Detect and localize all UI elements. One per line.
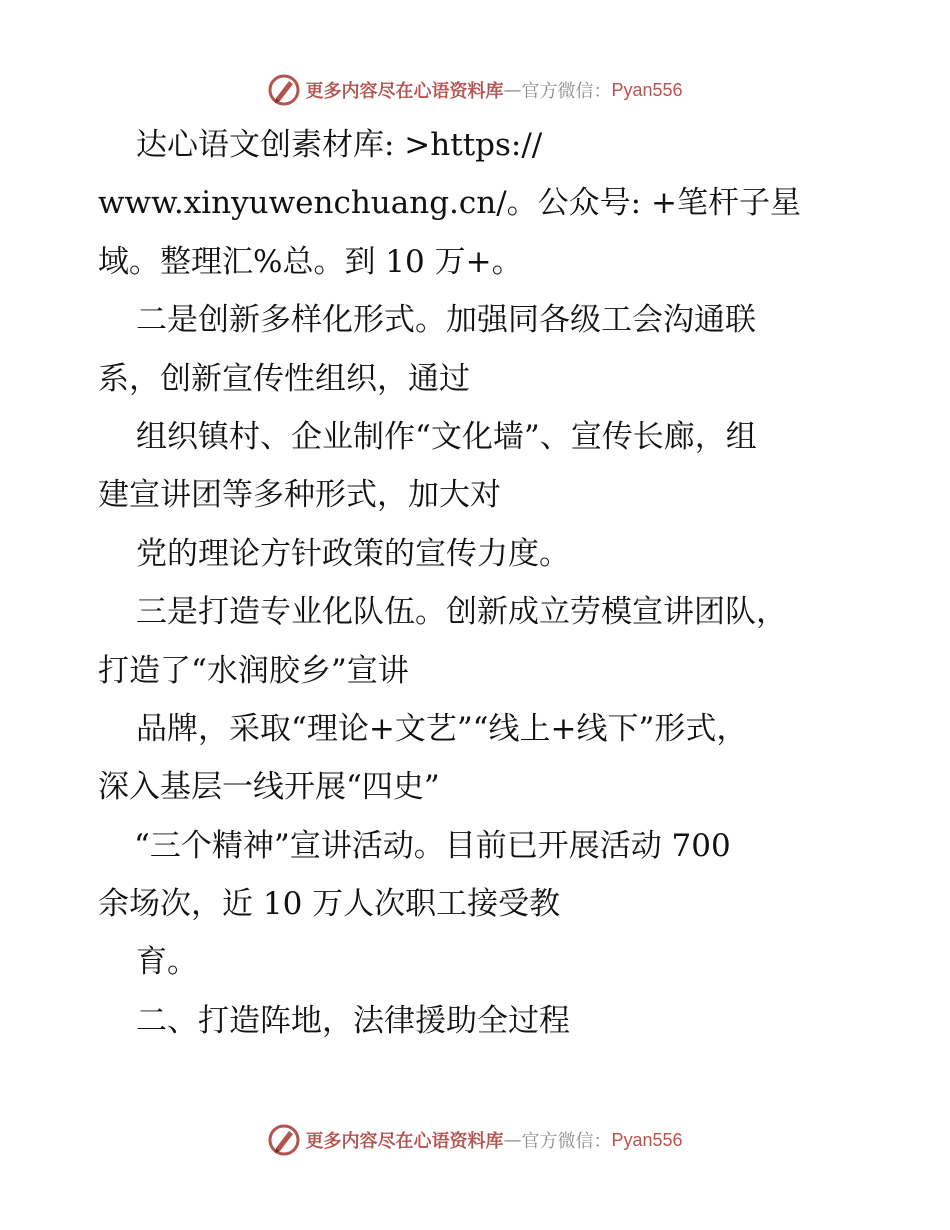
banner-wechat-id: Pyan556 xyxy=(611,79,683,100)
banner-wechat-label: 官方微信： xyxy=(521,81,612,102)
text-line-5: 系，创新宣传性组织，通过 xyxy=(98,360,470,397)
text-line-4: 二是创新多样化形式。加强同各级工会沟通联 xyxy=(136,302,756,339)
banner-main-text: 更多内容尽在心语资料库 xyxy=(305,81,504,102)
banner-separator: — xyxy=(503,79,522,101)
text-line-6: 组织镇村、企业制作“文化墙”、宣传长廊，组 xyxy=(136,418,757,455)
text-line-8: 党的理论方针政策的宣传力度。 xyxy=(136,535,570,572)
footer-banner xyxy=(0,1120,950,1160)
text-line-7: 建宣讲团等多种形式，加大对 xyxy=(98,477,501,514)
text-line-9: 三是打造专业化队伍。创新成立劳模宣讲团队， xyxy=(136,594,787,631)
text-line-11: 品牌，采取“理论+文艺”“线上+线下”形式， xyxy=(136,710,748,747)
text-line-1: 达心语文创素材库: >https:// xyxy=(136,127,543,163)
text-line-12: 深入基层一线开展“四史” xyxy=(98,769,440,806)
text-line-15: 育。 xyxy=(136,944,198,981)
text-line-3: 域。整理汇%总。到 10 万+。 xyxy=(98,243,523,280)
text-line-16: 二、打造阵地，法律援助全过程 xyxy=(136,1002,570,1039)
document-body xyxy=(98,116,918,1050)
text-line-10: 打造了“水润胶乡”宣讲 xyxy=(98,652,409,689)
banner-wechat-label: 官方微信： xyxy=(521,1131,612,1152)
banner-wechat-id: Pyan556 xyxy=(611,1129,683,1150)
banner-separator: — xyxy=(503,1129,522,1151)
header-banner xyxy=(0,70,950,110)
text-line-14: 余场次，近 10 万人次职工接受教 xyxy=(98,886,561,923)
banner-main-text: 更多内容尽在心语资料库 xyxy=(305,1131,504,1152)
text-line-13: “三个精神”宣讲活动。目前已开展活动 700 xyxy=(134,827,731,864)
pen-logo-icon xyxy=(267,1123,301,1157)
text-line-2: www.xinyuwenchuang.cn/。公众号: +笔杆子星 xyxy=(98,185,801,222)
pen-logo-icon xyxy=(267,73,301,107)
